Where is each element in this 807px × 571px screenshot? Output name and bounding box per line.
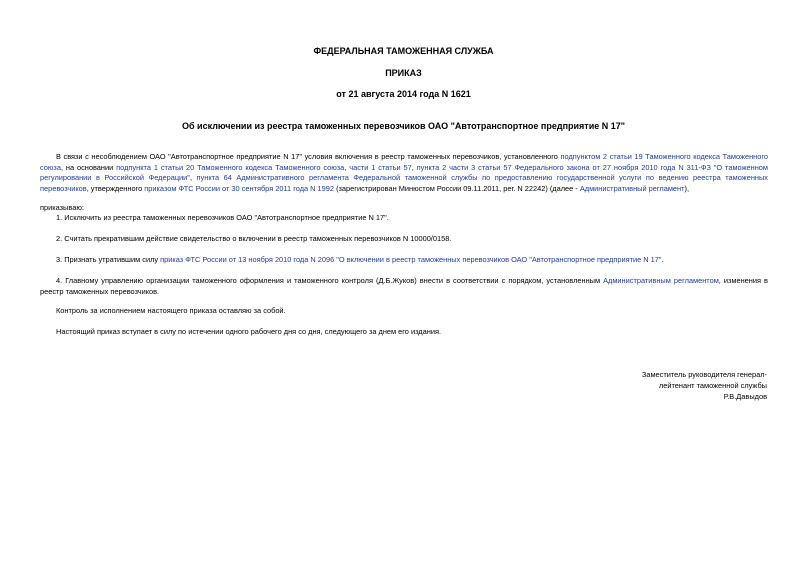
- preamble-text: ,: [344, 162, 350, 172]
- link-art57-part1[interactable]: части 1 статьи 57: [349, 162, 412, 172]
- document-date: от 21 августа 2014 года N 1621: [336, 89, 471, 99]
- link-order-2096[interactable]: приказ ФТС России от 13 ноября 2010 года N 2096 "О включении в реестр таможенных перевозчиков ОАО "Автотранспортное предприятие N 17": [160, 255, 662, 264]
- signature-line-3: Р.В.Давыдов: [723, 392, 767, 401]
- item-3: [40, 255, 768, 266]
- link-tk-art20[interactable]: подпункта 1 статьи 20 Таможенного кодекса Таможенного союза: [116, 162, 345, 172]
- signature-line-1: Заместитель руководителя генерал-: [641, 370, 767, 379]
- effective-paragraph: [40, 327, 768, 338]
- effective-text: Настоящий приказ вступает в силу по истечении одного рабочего дня со дня, следующего за днем его издания.: [56, 327, 441, 336]
- item-4-text: 4. Главному управлению организации таможенного оформления и таможенного контроля (Д.Б.Жуков) внести в соответствии с порядком, установленным: [56, 276, 604, 285]
- item-4-text: , изменения в реестр таможенных перевозчиков.: [40, 276, 768, 296]
- agency-name: ФЕДЕРАЛЬНАЯ ТАМОЖЕННАЯ СЛУЖБА: [313, 46, 494, 56]
- link-tk-art19[interactable]: подпунктом 2 статьи 19 Таможенного кодекса Таможенного союза: [40, 152, 768, 172]
- item-1-text: 1. Исключить из реестра таможенных перевозчиков ОАО "Автотранспортное предприятие N 17".: [56, 213, 389, 222]
- preamble-text: ,: [411, 162, 417, 172]
- preamble-text: В связи с несоблюдением ОАО "Автотранспортное предприятие N 17" условия включения в реестр таможенных перевозчиков, установленного: [56, 152, 561, 161]
- link-admin-reglament[interactable]: Административный регламент: [579, 183, 685, 193]
- item-3-text: 3. Признать утратившим силу: [56, 255, 161, 264]
- item-2: [40, 234, 768, 245]
- document-type: ПРИКАЗ: [385, 68, 422, 78]
- preamble-text: (зарегистрирован Минюстом России 09.11.2011, рег. N 22242) (далее -: [334, 183, 580, 193]
- control-text: Контроль за исполнением настоящего приказа оставляю за собой.: [56, 306, 286, 315]
- order-word: приказываю:: [40, 203, 84, 212]
- link-fz-311[interactable]: пункта 2 части 3 статьи 57 Федерального закона от 27 ноября 2010 года N 311-ФЗ "О таможенном регулировании в Российской Федерации": [40, 162, 768, 182]
- link-admin-reglament-2[interactable]: Административным регламентом: [603, 276, 719, 285]
- link-reglament-p64[interactable]: пункта 64 Административного регламента Федеральной таможенной службы по предоставлению государственной услуги по ведению реестра таможенных перевозчиков: [40, 173, 768, 193]
- order-word-block: [40, 203, 768, 214]
- preamble-text: ,: [189, 173, 197, 182]
- item-1: [40, 213, 768, 224]
- item-3-text: .: [661, 255, 664, 264]
- document-title: Об исключении из реестра таможенных перевозчиков ОАО "Автотранспортное предприятие N 17": [181, 121, 626, 131]
- control-paragraph: [40, 306, 768, 317]
- signature-block: [642, 369, 767, 402]
- item-2-text: 2. Считать прекратившим действие свидетельство о включении в реестр таможенных перевозчиков N 10000/0158.: [56, 234, 452, 243]
- signature-line-2: лейтенант таможенной службы: [658, 381, 767, 390]
- preamble-text: , на основании: [60, 162, 117, 172]
- preamble-paragraph: [40, 152, 768, 194]
- preamble-text: ),: [684, 183, 689, 193]
- preamble-text: , утвержденного: [86, 183, 145, 193]
- item-4: [40, 276, 768, 297]
- link-order-1992[interactable]: приказом ФТС России от 30 сентября 2011 года N 1992: [144, 183, 335, 193]
